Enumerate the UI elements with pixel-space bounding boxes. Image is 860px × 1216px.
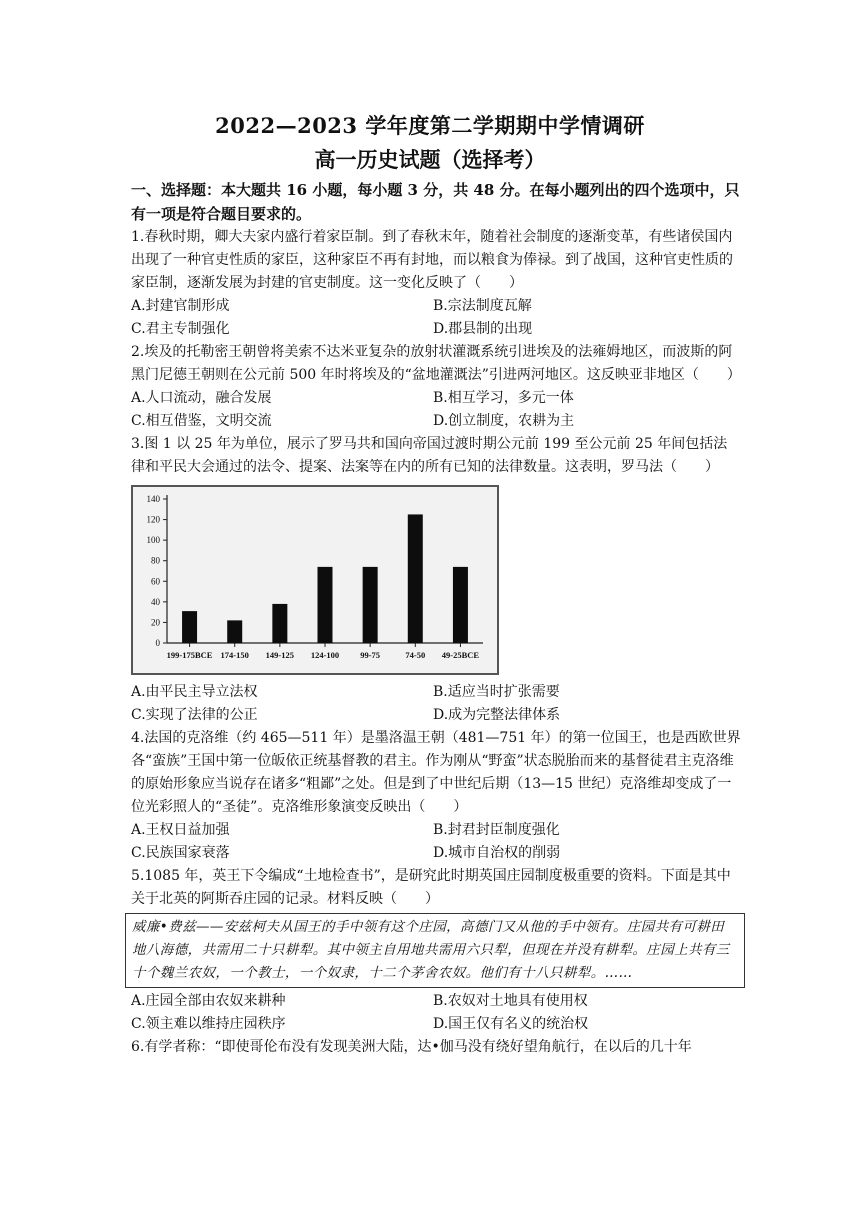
- x-tick-label: 124-100: [310, 650, 340, 660]
- option-d[interactable]: D.成为完整法律体系: [433, 707, 561, 723]
- option-d[interactable]: D.国王仅有名义的统治权: [433, 1016, 589, 1032]
- option-a[interactable]: A.王权日益加强: [131, 822, 230, 838]
- bar-chart: [133, 487, 497, 673]
- x-tick-label: 174-150: [220, 650, 249, 660]
- options: [131, 819, 741, 865]
- x-tick-label: 74-50: [405, 650, 426, 660]
- bar: [363, 567, 378, 643]
- option-a[interactable]: A.封建官制形成: [131, 298, 230, 314]
- y-tick-label: 0: [155, 638, 160, 648]
- question-4: [131, 727, 741, 865]
- option-a[interactable]: A.人口流动，融合发展: [131, 390, 272, 406]
- option-b[interactable]: B.宗法制度瓦解: [433, 298, 532, 314]
- y-tick-label: 140: [146, 494, 160, 504]
- exam-content: [131, 178, 741, 1059]
- options: [131, 990, 741, 1036]
- question-2: [131, 341, 741, 433]
- option-c[interactable]: C.民族国家衰落: [131, 845, 230, 861]
- question-stem: 2.埃及的托勒密王朝曾将美索不达米亚复杂的放射状灌溉系统引进埃及的法雍姆地区，而波斯的阿黑门尼德王朝则在公元前 500 年时将埃及的“盆地灌溉法”引进两河地区。这反映亚非地区（ ）: [131, 344, 741, 383]
- x-tick-label: 199-175BCE: [166, 650, 213, 660]
- option-d[interactable]: D.郡县制的出现: [433, 321, 533, 337]
- option-b[interactable]: B.农奴对土地具有使用权: [433, 993, 588, 1009]
- option-c[interactable]: C.实现了法律的公正: [131, 707, 258, 723]
- option-a[interactable]: A.庄园全部由农奴来耕种: [131, 993, 286, 1009]
- page-subtitle: 高一历史试题（选择考）: [314, 147, 546, 172]
- bar: [182, 611, 197, 643]
- y-tick-label: 20: [151, 617, 160, 628]
- y-tick-label: 80: [151, 555, 160, 566]
- question-6: [131, 1036, 741, 1059]
- question-1: [131, 226, 741, 341]
- y-tick-label: 120: [146, 514, 160, 525]
- options: [131, 295, 741, 341]
- question-stem: 3.图 1 以 25 年为单位，展示了罗马共和国向帝国过渡时期公元前 199 至公元前 25 年间包括法律和平民大会通过的法令、提案、法案等在内的所有已知的法律数量。这表明，罗马法（ ）: [131, 436, 728, 475]
- bar: [318, 567, 333, 643]
- x-tick-label: 149-125: [265, 650, 295, 660]
- option-b[interactable]: B.相互学习，多元一体: [433, 390, 574, 406]
- y-tick-label: 40: [151, 596, 160, 607]
- option-b[interactable]: B.封君封臣制度强化: [433, 822, 560, 838]
- x-tick-label: 99-75: [360, 650, 381, 660]
- question-stem: 1.春秋时期，卿大夫家内盛行着家臣制。到了春秋末年，随着社会制度的逐渐变革，有些诸侯国内出现了一种官吏性质的家臣，这种家臣不再有封地，而以粮食为俸禄。到了战国，这种官吏性质的家臣制，逐渐发展为封建的官吏制度。这一变化反映了（ ）: [131, 229, 733, 291]
- bar: [408, 514, 423, 643]
- option-c[interactable]: C.相互借鉴，文明交流: [131, 413, 272, 429]
- options: [131, 387, 741, 433]
- question-5: [131, 865, 741, 1036]
- bar: [272, 604, 287, 643]
- question-stem: 4.法国的克洛维（约 465—511 年）是墨洛温王朝（481—751 年）的第一位国王，也是西欧世界各“蛮族”王国中第一位皈依正统基督教的君主。作为刚从“野蛮”状态脱胎而来的基督徒君主克洛维的原始形象应当说存在诸多“粗鄙”之处。但是到了中世纪后期（13—15 世纪）克洛维却变成了一位光彩照人的“圣徒”。克洛维形象演变反映出（ ）: [131, 730, 741, 815]
- question-stem: 6.有学者称：“即使哥伦布没有发现美洲大陆，达•伽马没有绕好望角航行，在以后的几十年: [131, 1039, 692, 1055]
- question-3: [131, 433, 741, 727]
- option-c[interactable]: C.领主难以维持庄园秩序: [131, 1016, 286, 1032]
- option-d[interactable]: D.创立制度，农耕为主: [433, 413, 575, 429]
- question-stem: 5.1085 年，英王下令编成“土地检查书”，是研究此时期英国庄园制度极重要的资料。下面是其中关于北英的阿斯吞庄园的记录。材料反映（ ）: [131, 868, 731, 907]
- bar: [227, 620, 242, 643]
- option-b[interactable]: B.适应当时扩张需要: [433, 684, 560, 700]
- options: [131, 681, 741, 727]
- material-box: 威廉•费兹——安兹柯夫从国王的手中领有这个庄园，高德门又从他的手中领有。庄园共有可耕田地八海德，共需用二十只耕犁。其中领主自用地共需用六只犁，但现在并没有耕犁。庄园上共有三十个魏兰农奴，一个教士，一个奴隶，十二个茅舍农奴。他们有十八只耕犁。……: [125, 913, 745, 988]
- option-a[interactable]: A.由平民主导立法权: [131, 684, 258, 700]
- option-c[interactable]: C.君主专制强化: [131, 321, 230, 337]
- bar: [453, 567, 468, 643]
- bar-chart-figure: [131, 485, 499, 675]
- section-heading: 一、选择题：本大题共 16 小题，每小题 3 分，共 48 分。在每小题列出的四个选项中，只有一项是符合题目要求的。: [131, 181, 740, 223]
- y-tick-label: 100: [146, 535, 160, 546]
- x-tick-label: 49-25BCE: [441, 650, 480, 660]
- option-d[interactable]: D.城市自治权的削弱: [433, 845, 561, 861]
- y-tick-label: 60: [151, 576, 160, 587]
- page-title: 2022—2023 学年度第二学期期中学情调研: [215, 113, 645, 138]
